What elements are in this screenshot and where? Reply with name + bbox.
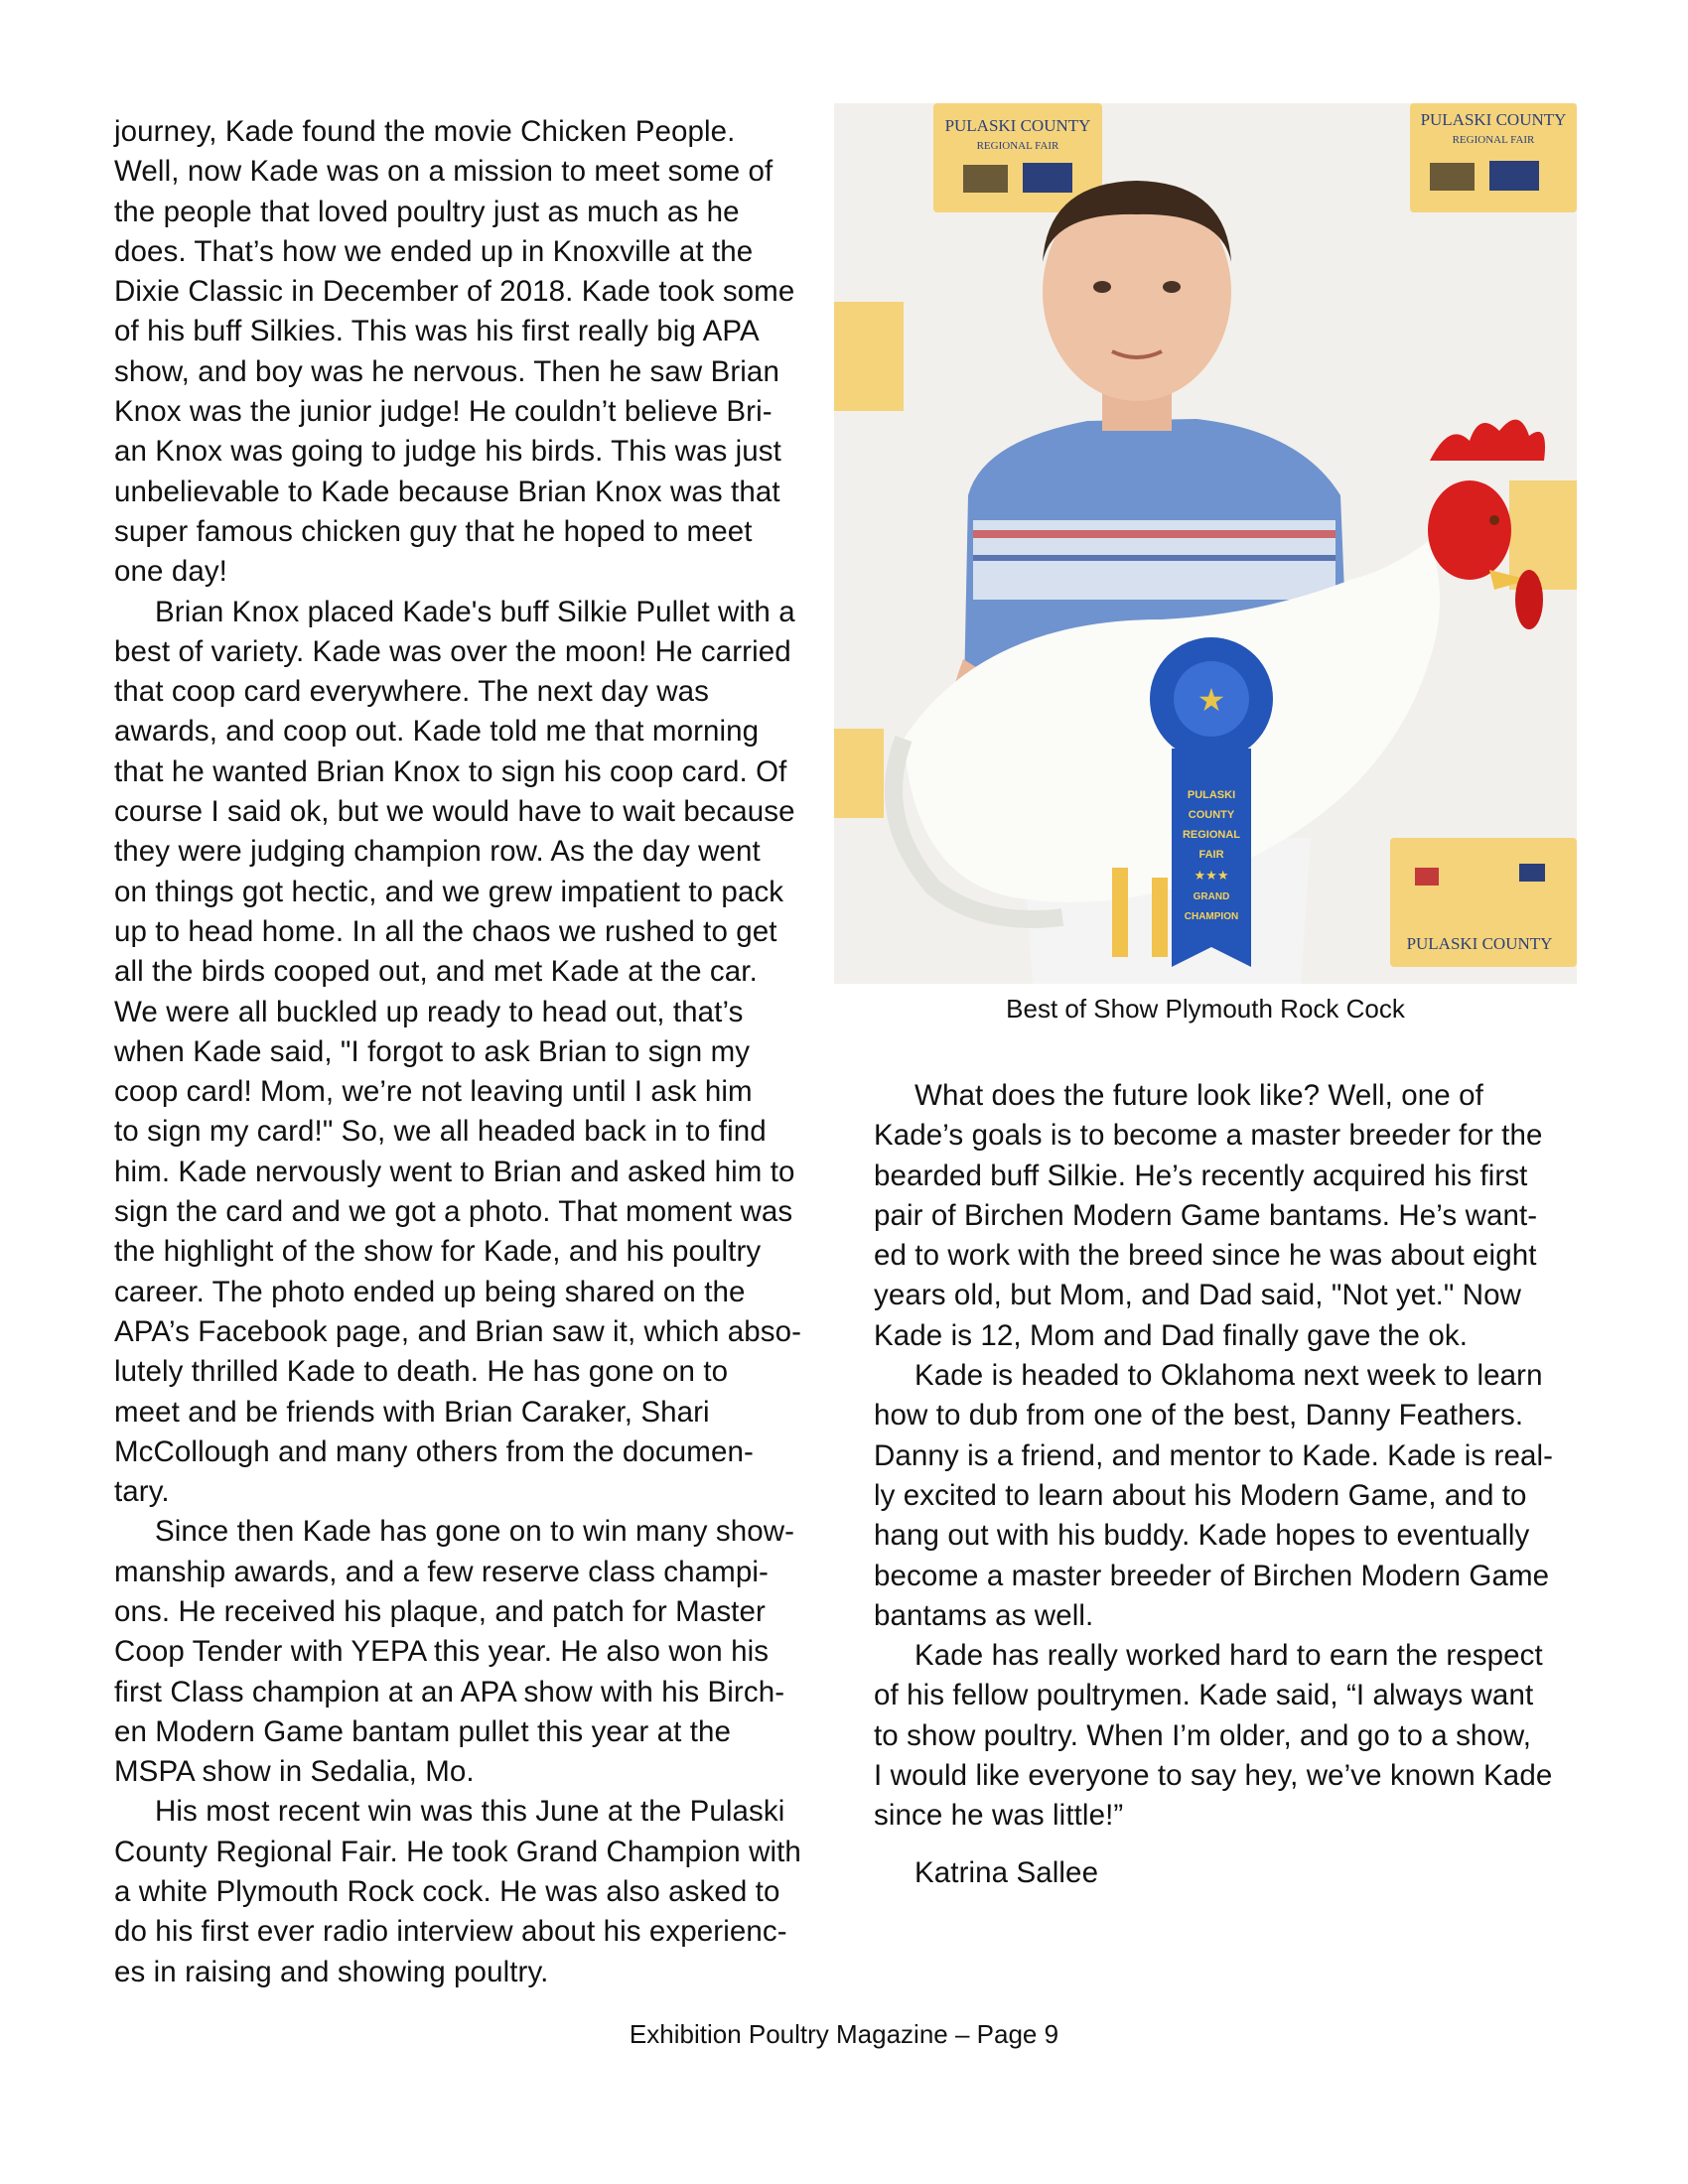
text-line: His most recent win was this June at the Pulaski bbox=[155, 1795, 785, 1829]
text-line: bearded buff Silkie. He’s recently acquired his first bbox=[874, 1159, 1528, 1192]
svg-text:REGIONAL FAIR: REGIONAL FAIR bbox=[1452, 134, 1535, 146]
text-line: Since then Kade has gone on to win many show- bbox=[155, 1515, 795, 1549]
text-line: meet and be friends with Brian Caraker, Shari bbox=[114, 1395, 710, 1429]
text-line: ons. He received his plaque, and patch for Master bbox=[114, 1594, 766, 1628]
text-line: Kade is 12, Mom and Dad finally gave the ok. bbox=[874, 1318, 1469, 1352]
text-line: an Knox was going to judge his birds. This was just bbox=[114, 435, 781, 469]
text-line: do his first ever radio interview about his experienc- bbox=[114, 1915, 787, 1949]
text-line: Dixie Classic in December of 2018. Kade took some bbox=[114, 275, 795, 309]
text-line: coop card! Mom, we’re not leaving until I ask him bbox=[114, 1075, 753, 1109]
text-line: manship awards, and a few reserve class champi- bbox=[114, 1555, 769, 1588]
author-signature: Katrina Sallee bbox=[914, 1855, 1099, 1889]
photo-illustration bbox=[834, 103, 1577, 984]
text-line: We were all buckled up ready to head out, that’s bbox=[114, 995, 744, 1028]
text-line: County Regional Fair. He took Grand Champion with bbox=[114, 1835, 801, 1868]
text-line: bantams as well. bbox=[874, 1598, 1094, 1632]
svg-text:REGIONAL: REGIONAL bbox=[1182, 829, 1241, 841]
svg-text:REGIONAL FAIR: REGIONAL FAIR bbox=[976, 140, 1059, 152]
text-line: es in raising and showing poultry. bbox=[114, 1955, 549, 1988]
text-line: course I said ok, but we would have to wait because bbox=[114, 795, 795, 829]
text-line: APA’s Facebook page, and Brian saw it, which abso- bbox=[114, 1314, 802, 1348]
text-line: the highlight of the show for Kade, and his poultry bbox=[114, 1235, 762, 1269]
text-line: en Modern Game bantam pullet this year at the bbox=[114, 1714, 732, 1748]
text-line: when Kade said, "I forgot to ask Brian to sign my bbox=[114, 1034, 751, 1068]
fair-logo bbox=[1390, 838, 1577, 967]
svg-text:PULASKI COUNTY: PULASKI COUNTY bbox=[944, 116, 1091, 135]
svg-text:PULASKI COUNTY: PULASKI COUNTY bbox=[1406, 934, 1553, 953]
text-line: years old, but Mom, and Dad said, "Not yet." Now bbox=[874, 1279, 1522, 1312]
text-line: career. The photo ended up being shared on the bbox=[114, 1275, 746, 1308]
svg-text:CHAMPION: CHAMPION bbox=[1184, 911, 1239, 922]
text-line: one day! bbox=[114, 555, 227, 589]
text-line: Kade’s goals is to become a master breeder for the bbox=[874, 1119, 1543, 1153]
text-line: sign the card and we got a photo. That moment was bbox=[114, 1195, 793, 1229]
text-line: McCollough and many others from the documen- bbox=[114, 1434, 754, 1468]
text-line: on things got hectic, and we grew impatient to pack bbox=[114, 875, 784, 908]
svg-text:★: ★ bbox=[1196, 682, 1226, 718]
text-line: up to head home. In all the chaos we rushed to get bbox=[114, 914, 777, 948]
text-line: Knox was the junior judge! He couldn’t believe Bri- bbox=[114, 395, 773, 429]
text-line: best of variety. Kade was over the moon! He carried bbox=[114, 634, 791, 668]
text-line: tary. bbox=[114, 1475, 170, 1509]
text-line: of his fellow poultrymen. Kade said, “I always want bbox=[874, 1679, 1534, 1712]
text-line: What does the future look like? Well, one of bbox=[914, 1079, 1483, 1112]
photo-caption: Best of Show Plymouth Rock Cock bbox=[1006, 994, 1405, 1024]
svg-text:FAIR: FAIR bbox=[1198, 849, 1224, 861]
svg-text:GRAND: GRAND bbox=[1193, 891, 1230, 902]
text-line: him. Kade nervously went to Brian and asked him to bbox=[114, 1155, 795, 1188]
text-line: how to dub from one of the best, Danny Feathers. bbox=[874, 1399, 1524, 1433]
text-line: pair of Birchen Modern Game bantams. He’s want- bbox=[874, 1198, 1538, 1232]
text-line: lutely thrilled Kade to death. He has gone on to bbox=[114, 1355, 729, 1389]
text-line: Well, now Kade was on a mission to meet some of bbox=[114, 155, 774, 189]
text-line: first Class champion at an APA show with his Birch- bbox=[114, 1675, 785, 1708]
text-line: Kade is headed to Oklahoma next week to learn bbox=[914, 1359, 1543, 1393]
text-line: since he was little!” bbox=[874, 1799, 1124, 1833]
svg-text:COUNTY: COUNTY bbox=[1188, 809, 1235, 821]
text-line: become a master breeder of Birchen Modern Game bbox=[874, 1559, 1550, 1592]
text-line: to sign my card!" So, we all headed back in to find bbox=[114, 1115, 767, 1149]
text-line: I would like everyone to say hey, we’ve known Kade bbox=[874, 1759, 1553, 1793]
text-line: to show poultry. When I’m older, and go to a show, bbox=[874, 1718, 1532, 1752]
text-line: a white Plymouth Rock cock. He was also asked to bbox=[114, 1875, 780, 1909]
page-footer: Exhibition Poultry Magazine – Page 9 bbox=[629, 2019, 1059, 2049]
text-line: Brian Knox placed Kade's buff Silkie Pullet with a bbox=[155, 595, 795, 628]
article-left-column bbox=[114, 112, 819, 1992]
svg-text:★★★: ★★★ bbox=[1194, 868, 1229, 883]
text-line: MSPA show in Sedalia, Mo. bbox=[114, 1755, 475, 1789]
svg-text:PULASKI: PULASKI bbox=[1187, 789, 1236, 801]
fair-logo bbox=[1410, 103, 1577, 212]
text-line: super famous chicken guy that he hoped to meet bbox=[114, 514, 753, 548]
text-line: ed to work with the breed since he was about eight bbox=[874, 1239, 1537, 1273]
text-line: Kade has really worked hard to earn the respect bbox=[914, 1639, 1543, 1673]
text-line: hang out with his buddy. Kade hopes to eventually bbox=[874, 1519, 1530, 1553]
text-line: journey, Kade found the movie Chicken People. bbox=[114, 115, 736, 148]
text-line: that he wanted Brian Knox to sign his coop card. Of bbox=[114, 754, 787, 788]
champion-photo bbox=[834, 103, 1577, 984]
text-line: all the birds cooped out, and met Kade at the car. bbox=[114, 955, 758, 989]
text-line: Danny is a friend, and mentor to Kade. Kade is real- bbox=[874, 1438, 1554, 1472]
text-line: of his buff Silkies. This was his first really big APA bbox=[114, 315, 760, 348]
text-line: ly excited to learn about his Modern Game, and to bbox=[874, 1478, 1527, 1512]
text-line: Coop Tender with YEPA this year. He also won his bbox=[114, 1635, 770, 1669]
text-line: unbelievable to Kade because Brian Knox was that bbox=[114, 475, 780, 508]
text-line: awards, and coop out. Kade told me that morning bbox=[114, 715, 760, 749]
article-right-column bbox=[874, 1076, 1579, 1893]
text-line: does. That’s how we ended up in Knoxville at the bbox=[114, 234, 754, 268]
text-line: show, and boy was he nervous. Then he saw Brian bbox=[114, 354, 779, 388]
text-line: they were judging champion row. As the day went bbox=[114, 835, 761, 869]
text-line: that coop card everywhere. The next day was bbox=[114, 675, 709, 709]
svg-text:PULASKI COUNTY: PULASKI COUNTY bbox=[1420, 110, 1567, 129]
text-line: the people that loved poultry just as much as he bbox=[114, 195, 740, 228]
